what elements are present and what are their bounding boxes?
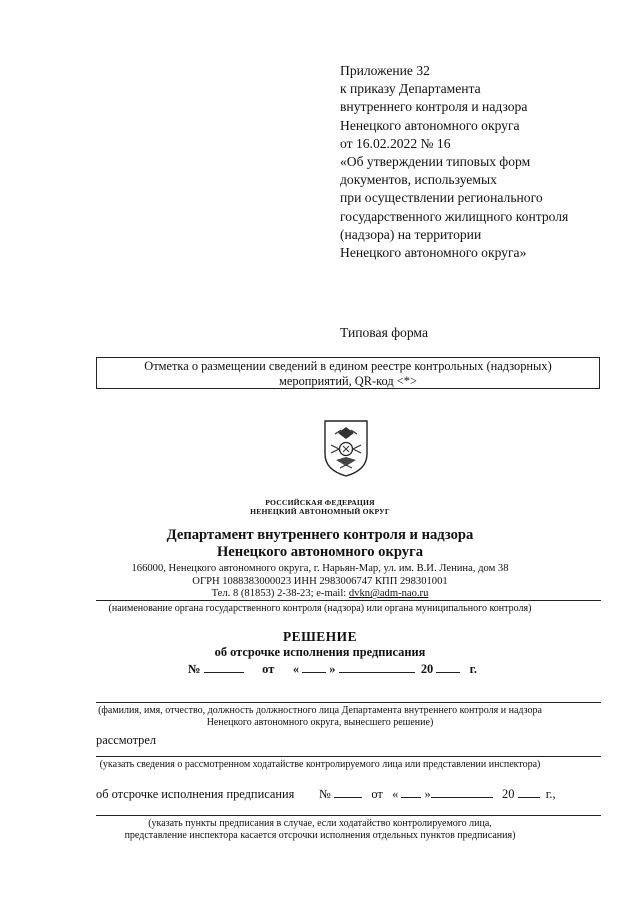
decision-title: РЕШЕНИЕ xyxy=(282,629,357,644)
appendix-line: Приложение 32 xyxy=(340,63,430,78)
decision-number-field[interactable] xyxy=(204,661,244,673)
number-label: № xyxy=(188,662,201,676)
decision-year-field[interactable] xyxy=(436,661,460,673)
order-year-field[interactable] xyxy=(518,786,540,798)
order-day-field[interactable] xyxy=(401,786,421,798)
official-caption-line-2: Ненецкого автономного округа, вынесшего решение) xyxy=(206,717,434,728)
department-ids: ОГРН 1088383000023 ИНН 2983006747 КПП 298301001 xyxy=(192,575,448,587)
department-contacts xyxy=(0,563,640,601)
order-year-suffix: г., xyxy=(545,787,556,801)
qr-box-line-2: мероприятий, QR-код <*> xyxy=(279,374,417,388)
official-name-field[interactable] xyxy=(96,702,601,703)
decision-day-field[interactable] xyxy=(302,661,326,673)
header-divider xyxy=(96,600,601,601)
order-number-field[interactable] xyxy=(334,786,362,798)
coat-of-arms-icon xyxy=(321,418,371,478)
petition-info-field[interactable] xyxy=(96,756,601,757)
appendix-line: внутреннего контроля и надзора xyxy=(340,99,528,115)
authority-caption: (наименование органа государственного контроля (надзора) или органа муниципального контроля) xyxy=(108,603,532,614)
order-date-from-label: от xyxy=(371,787,383,801)
department-address: 166000, Ненецкого автономного округа, г. Нарьян-Мар, ул. им. В.И. Ленина, дом 38 xyxy=(131,563,509,574)
date-from-label: от xyxy=(262,662,275,676)
decision-month-field[interactable] xyxy=(339,661,415,673)
appendix-line: к приказу Департамента xyxy=(340,81,481,97)
region-name: НЕНЕЦКИЙ АВТОНОМНЫЙ ОКРУГ xyxy=(250,507,390,516)
order-items-caption-line-1: (указать пункты предписания в случае, если ходатайство контролируемого лица, xyxy=(148,818,492,829)
official-caption xyxy=(0,705,640,729)
qr-registry-box xyxy=(96,357,600,389)
appendix-line: документов, используемых xyxy=(340,172,497,188)
appendix-line: от 16.02.2022 № 16 xyxy=(340,135,451,151)
order-month-field[interactable] xyxy=(431,786,493,798)
department-name xyxy=(0,527,640,561)
region-heading xyxy=(0,498,640,516)
email-link[interactable]: dvkn@adm-nao.ru xyxy=(348,588,429,600)
department-phone-email xyxy=(0,588,640,601)
appendix-line: (надзора) на территории xyxy=(340,226,482,242)
phone-text: Тел. 8 (81853) 2-38-23; e-mail: xyxy=(211,588,349,600)
order-items-caption xyxy=(0,818,640,842)
department-name-line-1: Департамент внутреннего контроля и надзора xyxy=(166,527,474,543)
quote-open: « xyxy=(292,662,300,676)
year-suffix: г. xyxy=(469,662,477,676)
reviewed-label: рассмотрел xyxy=(96,733,157,747)
order-items-field[interactable] xyxy=(96,815,601,816)
appendix-line: при осуществлении регионального xyxy=(340,190,543,206)
petition-caption: (указать сведения о рассмотренном ходатайстве контролируемого лица или представлении инспектора) xyxy=(99,759,541,770)
postpone-label: об отсрочке исполнения предписания xyxy=(96,787,295,801)
order-number-label: № xyxy=(319,787,331,801)
appendix-block xyxy=(340,62,630,262)
postpone-line xyxy=(96,786,556,802)
order-quote-close: » xyxy=(424,787,431,801)
appendix-line: Ненецкого автономного округа xyxy=(340,117,520,133)
official-caption-line-1: (фамилия, имя, отчество, должность должностного лица Департамента внутреннего контроля и надзора xyxy=(98,705,542,716)
qr-box-line-1: Отметка о размещении сведений в едином реестре контрольных (надзорных) xyxy=(144,359,552,373)
decision-number-date-line xyxy=(188,661,477,677)
form-type-label: Типовая форма xyxy=(340,325,428,340)
country-name: РОССИЙСКАЯ ФЕДЕРАЦИЯ xyxy=(265,498,375,507)
appendix-line: государственного жилищного контроля xyxy=(340,208,569,224)
department-name-line-2: Ненецкого автономного округа xyxy=(216,544,424,560)
decision-subtitle: об отсрочке исполнения предписания xyxy=(214,645,426,659)
appendix-line: Ненецкого автономного округа» xyxy=(340,245,527,261)
year-prefix: 20 xyxy=(420,662,434,676)
order-year-prefix: 20 xyxy=(502,787,515,801)
order-quote-open: « xyxy=(392,787,399,801)
order-items-caption-line-2: представление инспектора касается отсрочки исполнения отдельных пунктов предписания) xyxy=(124,830,516,841)
quote-close: » xyxy=(329,662,336,676)
appendix-line: «Об утверждении типовых форм xyxy=(340,154,531,170)
